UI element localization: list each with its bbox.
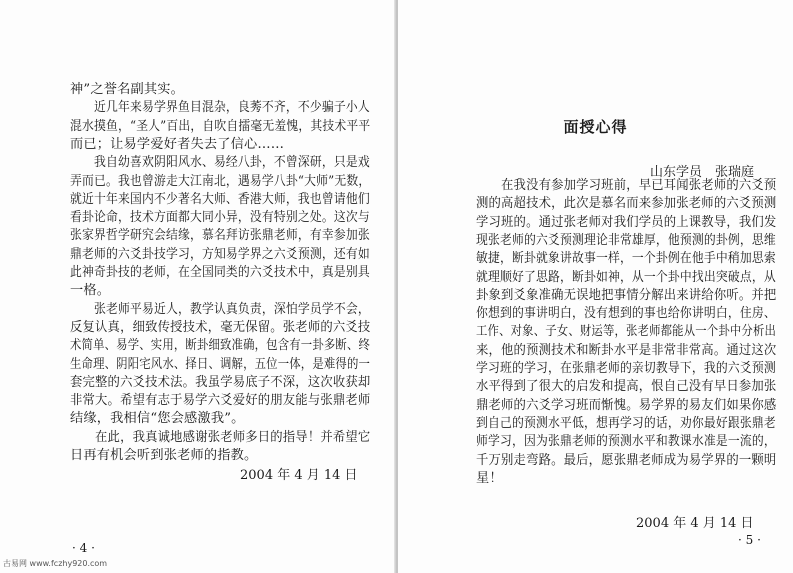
text-line: 工作、对象、子女、财运等，张老师都能从一个卦中分析出 <box>476 324 777 340</box>
text-line: 反复认真，细致传授技术，毫无保留。张老师的六爻技 <box>70 319 371 335</box>
text-line: 我自幼喜欢阴阳风水、易经八卦，不曾深研，只是戏 <box>70 155 370 171</box>
left-page-number: · 4 · <box>72 541 95 555</box>
article-title: 面授心得 <box>563 118 628 136</box>
text-line: 非常大。希望有志于易学六爻爱好的朋友能与张鼎老师 <box>70 393 371 409</box>
watermark-text: 古易网 www.fczhy920.com <box>3 559 108 568</box>
text-line: 在此，我真诚地感谢张老师多日的指导！并希望它 <box>70 429 371 445</box>
text-line: 张老师平易近人，教学认真负责，深怕学员学不会， <box>70 301 370 317</box>
right-date: 2004 年 4 月 14 日 <box>636 516 754 531</box>
text-line: 套完整的六爻技术法。我虽学易底子不深，这次收获却 <box>70 374 371 390</box>
text-line: 就理顺好了思路，断卦如神，从一个卦中找出突破点，从 <box>476 269 776 285</box>
text-line: 卦象到爻象准确无误地把事情分解出来讲给你听。并把 <box>476 287 777 303</box>
text-line: 学习班的学习，在张鼎老师的亲切教导下，我的六爻预测 <box>476 361 776 376</box>
text-line: 混水摸鱼，“圣人”百出，自吹自擂毫无羞愧，其技术平平 <box>70 118 371 134</box>
text-line: 生命理、阴阳宅风水、择日、调解，五位一体，是难得的一 <box>70 356 371 372</box>
text-line: 神”之誉名副其实。 <box>70 82 185 97</box>
text-line: 此神奇卦技的老师，在全国同类的六爻技术中，真是别具 <box>70 265 370 280</box>
text-line: 看卦论命，技术方面都大同小异，没有特别之处。这次与 <box>70 210 370 226</box>
text-line: 弄而已。我也曾游走大江南北，遇易学八卦“大师”无数， <box>70 173 371 189</box>
text-line: 来，他的预测技术和断卦水平是非常非常高。通过这次 <box>476 342 777 358</box>
text-line: 到自己的预测水平低，想再学习的话，劝你最好跟张鼎老 <box>476 415 776 431</box>
text-line: 日再有机会听到张老师的指教。 <box>70 448 258 463</box>
text-line: 近几年来易学界鱼目混杂，良莠不齐，不少骗子小人 <box>70 100 370 116</box>
left-date: 2004 年 4 月 14 日 <box>240 468 358 483</box>
text-line: 术简单、易学、实用，断卦细致准确，包含有一卦多断、终 <box>70 338 371 354</box>
right-page <box>398 0 793 573</box>
text-line: 鼎老师的六爻卦技学习，方知易学界之六爻预测，还有如 <box>70 246 370 262</box>
text-line: 测的高超技术，此次是慕名而来参加张老师的六爻预测 <box>476 196 777 212</box>
text-line: 一格。 <box>70 283 111 299</box>
text-line: 结缘，我相信“您会感激我”。 <box>70 411 245 427</box>
text-line: 你想到的事讲明白，没有想到的事也给你讲明白，住房、 <box>476 306 776 322</box>
text-line: 就近十年来国内不少著名大师、香港大师，我也曾请他们 <box>70 191 370 207</box>
text-line: 师学习，因为张鼎老师的预测水平和教课水准是一流的， <box>476 434 776 450</box>
article-author: 山东学员 张瑞庭 <box>650 165 755 180</box>
text-line: 张家界哲学研究会结缘，慕名拜访张鼎老师，有幸参加张 <box>70 228 370 244</box>
text-line: 千万别走弯路。最后，愿张鼎老师成为易学界的一颗明 <box>476 452 777 468</box>
right-page-number: · 5 · <box>738 533 761 547</box>
text-line: 在我没有参加学习班前，早已耳闻张老师的六爻预 <box>476 178 777 193</box>
text-line: 水平得到了很大的启发和提高，恨自己没有早日参加张 <box>476 379 777 395</box>
left-page <box>0 0 396 573</box>
text-line: 而已；让易学爱好者失去了信心…… <box>70 136 285 152</box>
text-line: 现张老师的六爻预测理论非常雄厚，他预测的卦例，思维 <box>476 232 776 248</box>
text-line: 星！ <box>476 470 503 486</box>
text-line: 敏捷，断卦就象讲故事一样，一个卦例在他手中稍加思索 <box>476 251 776 267</box>
text-line: 鼎老师的六爻学习班而惭愧。易学界的易友们如果你感 <box>476 397 777 413</box>
text-line: 学习班的。通过张老师对我们学员的上课教导，我们发 <box>476 214 777 230</box>
